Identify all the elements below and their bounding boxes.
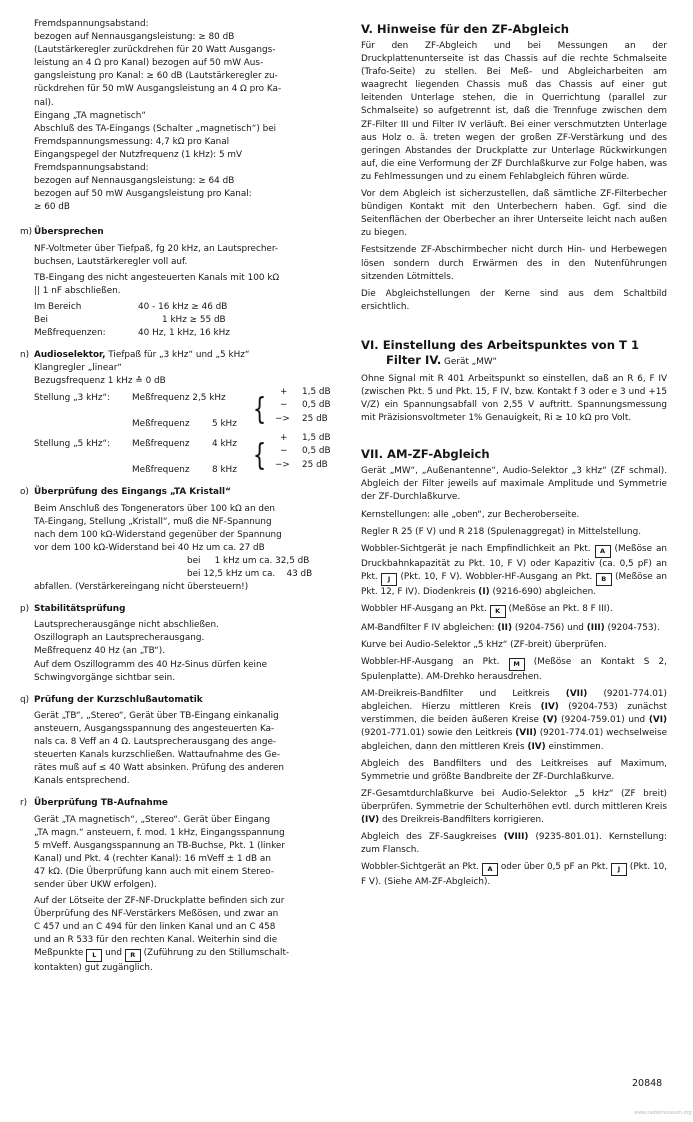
section-title: Stabilitätsprüfung [34,604,126,615]
circuit-id: (VII) [515,728,537,739]
paragraph [361,603,667,618]
paragraph: Ohne Signal mit R 401 Arbeitspunkt so einstellen, daß an R 6, F IV (zwischen Pkt. 5 und Pkt. 15, F IV, bzw. Kontakt f 3 oder e 3 und +15 V/Z) ein Spannungsabfall von 2,55 V auftritt. Spannungsmessung mit Präzisionsvoltmeter 1% Genauigkeit, Ri ≥ 10 kΩ pro Volt. [361,373,667,424]
text-line: nals ca. 8 Veff an 4 Ω. Lautsprecherausgang des ange- [34,737,277,748]
text-line: Gerät „TB“, „Stereo“, Gerät über TB-Eingang einkanalig [34,710,279,721]
section-subheading [361,353,667,370]
right-column [361,22,667,893]
text-part: einstimmen. [548,741,604,752]
section-m [20,226,334,340]
paragraph: Festsitzende ZF-Abschirmbecher nicht durch Hin- und Herbewegen lösen sondern durch Erwärmen des in den Nutenführungen sitzenden Lötmittels. [361,245,667,282]
section-heading: VII. AM-ZF-Abgleich [361,447,490,462]
text-line: vor dem 100 kΩ-Widerstand bei 40 Hz um ca. 27 dB [34,542,265,553]
table-cell: Im Bereich [34,301,82,312]
text-line: Kanal) und Pkt. 4 (rechter Kanal): 16 mVeff ± 1 dB an [34,853,271,864]
test-point-m-icon: M [509,658,525,671]
intro-line: Fremdspannungsmessung: 4,7 kΩ pro Kanal [34,136,230,147]
test-point-b-icon: B [596,573,612,586]
text-line: Lautsprecherausgänge nicht abschließen. [34,620,219,631]
text-part: (Meßöse an Kontakt S 2, Spulenplatte). AM-Drehko herausdrehen. [361,657,667,683]
section-title: Audioselektor, [34,350,106,361]
circuit-id: (IV) [527,741,546,752]
heading-part: Filter IV. [386,352,442,367]
paragraph [361,688,667,753]
table-cell: 1 kHz ≥ 55 dB [162,314,226,325]
text-line: abfallen. (Verstärkereingang nicht übersteuern!) [34,582,249,593]
text-part: (9235-801.01). Kernstellung: zum Flansch. [361,832,667,856]
text-line: sender über UKW erfolgen). [34,879,157,890]
text-line: Kanals entsprechend. [34,776,130,787]
text-line: Auf dem Oszillogramm des 40 Hz-Sinus dürfen keine [34,659,268,670]
test-point-a-icon: A [482,863,498,876]
tolerance-sign: − [280,400,288,411]
tolerance-sign: − [280,446,288,457]
text-part: (Meßöse an Pkt. 8 F III). [508,603,613,614]
text-line: und an R 533 für den rechten Kanal. Weiterhin sind die [34,935,278,946]
text-line: buchsen, Lautstärkeregler voll auf. [34,256,188,267]
tolerance-value: 25 dB [302,460,328,471]
section-title: Übersprechen [34,227,104,238]
section-r [20,797,334,975]
text-line: Beim Anschluß des Tongenerators über 100 kΩ an den [34,503,276,514]
tolerance-value: 0,5 dB [302,400,331,411]
paragraph [361,861,667,889]
intro-line: Abschluß des TA-Eingangs (Schalter „magnetisch“) bei [34,123,277,134]
text-line: „TA magn.“ ansteuern, f. mod. 1 kHz, Eingangsspannung [34,827,285,838]
left-column [20,18,334,976]
text-line: Klangregler „linear“ [34,363,122,374]
curly-brace: { [252,438,267,474]
text-part: (Meßöse an Druckbahnkapazität zu Pkt. 10, F V) oder Kapazitiv (ca. 0,5 pF) an Pkt. [361,543,668,582]
intro-line: bezogen auf Nennausgangsleistung: ≥ 64 dB [34,176,235,187]
intro-line: leistung an 4 Ω pro Kanal) bezogen auf 50 mW Aus- [34,58,264,69]
text-part: oder über 0,5 pF an Pkt. [500,862,609,873]
section-title: Überprüfung TB-Aufnahme [34,798,168,809]
paragraph [361,622,667,635]
section-letter: o) [20,487,29,498]
text-part: ZF-Gesamtdurchlaßkurve bei Audio-Selektor „5 kHz“ (ZF breit) überprüfen. Symmetrie der Schulterhöhen evtl. durch mittleren Kreis [361,788,667,812]
section-letter: p) [20,604,30,615]
text-part: AM-Dreikreis-Bandfilter und Leitkreis [361,689,550,700]
circuit-id: (I) [478,586,490,597]
section-letter: m) [20,227,33,238]
tolerance-value: 25 dB [302,414,328,425]
section-VII [361,447,667,889]
tolerance-sign: −> [275,414,290,425]
circuit-id: (VI) [648,715,668,726]
paragraph [361,656,667,684]
table-cell: Bei [34,314,48,325]
section-p [20,603,334,685]
section-letter: r) [20,798,28,809]
text-part: (9201-771.01) sowie den Leitkreis [361,728,513,739]
paragraph: Kurve bei Audio-Selektor „5 kHz“ (ZF-breit) überprüfen. [361,640,607,650]
text-line: Auf der Lötseite der ZF-NF-Druckplatte befinden sich zur [34,896,285,907]
section-o [20,486,334,594]
text-part: bei [187,555,201,566]
text-line: TB-Eingang des nicht angesteuerten Kanals mit 100 kΩ [34,272,280,283]
text-part: 43 dB [286,569,313,579]
freq-label: Meßfrequenz [132,419,190,430]
text-part: AM-Bandfilter F IV abgleichen: [361,622,495,633]
text-part: (Zuführung zu den Stillumschalt- [143,948,290,959]
section-title-rest: Tiefpaß für „3 kHz“ und „5 kHz“ [105,350,250,361]
circuit-id: (VIII) [503,832,529,843]
freq-value: 4 kHz [212,439,237,450]
test-point-r-icon: R [125,949,141,962]
text-part: Meßpunkte [34,948,84,959]
text-line: Schwingvorgänge sichtbar sein. [34,672,176,683]
text-line: nach dem 100 kΩ-Widerstand gegenüber der Spannung [34,529,282,540]
test-point-k-icon: K [490,605,506,618]
paragraph [361,788,667,827]
text-part: (9204-753). [607,622,660,633]
test-point-a-icon: A [595,545,611,558]
watermark: www.radiomuseum.org [634,1110,692,1116]
circuit-id: (V) [542,715,558,726]
intro-block [34,18,334,214]
freq-label: Meßfrequenz [132,465,190,476]
section-heading: VI. Einstellung des Arbeitspunktes von T 1 [361,337,640,352]
intro-line: Fremdspannungsabstand: [34,19,149,29]
tolerance-sign: + [280,387,288,398]
text-line [34,555,334,568]
circuit-id: (IV) [540,702,559,713]
heading-rest: Gerät „MW“ [441,356,498,367]
text-part: des Dreikreis-Bandfilters korrigieren. [382,815,544,826]
table-row [34,314,230,327]
text-part: Wobbler-HF-Ausgang an Pkt. [361,657,500,668]
table-row [34,327,230,340]
text-line: 5 mVeff. Ausgangsspannung an TB-Buchse, Pkt. 1 (linker [34,840,286,851]
text-line: Meßpunkte L und R (Zuführung zu den Stillumschalt- [34,947,334,962]
table-cell: 40 - 16 kHz ≥ 46 dB [138,301,228,312]
text-line: rätes muß auf ≤ 40 Watt absinken. Prüfung des anderen [34,763,284,774]
text-part: (9204-753) zunächst verstimmen, die beiden äußeren Kreise [361,702,668,726]
paragraph: Regler R 25 (F V) und R 218 (Spulenaggregat) in Mittelstellung. [361,526,642,537]
text-part: 1 kHz um ca. 32,5 dB [214,555,310,566]
intro-line: bezogen auf 50 mW Ausgangsleistung pro Kanal: [34,189,252,200]
text-line: C 457 und an C 494 für den linken Kanal und an C 458 [34,922,276,933]
text-line: Oszillograph an Lautsprecherausgang. [34,633,205,644]
circuit-id: (III) [586,622,605,633]
paragraph: Vor dem Abgleich ist sicherzustellen, daß sämtliche ZF-Filterbecher bündigen Kontakt mit den Unterbechern haben. Ggf. sind die Seitenflächen der Oberbecher an ihrer Unterseite leicht nach außen zu biegen. [361,189,667,239]
text-part: (9204-759.01) und [561,715,646,726]
page-number: 20848 [632,1078,663,1089]
paragraph: Gerät „MW“, „Außenantenne“, Audio-Selektor „3 kHz“ (ZF schmal). Abgleich der Filter jeweils auf maximale Amplitude und Symmetrie der ZF-Durchlaßkurve. [361,466,667,503]
text-line [34,568,334,581]
intro-line: Fremdspannungsabstand: [34,163,149,174]
text-part: Wobbler HF-Ausgang an Pkt. [361,603,487,614]
intro-line: rückdrehen für 50 mW Ausgangsleistung an 4 Ω pro Ka- [34,84,282,95]
section-V [361,22,667,314]
table-cell: Meßfrequenzen: [34,328,106,339]
table-row [34,301,230,314]
freq-label: Meßfrequenz [132,439,190,450]
intro-line: nal). [34,97,54,108]
text-part: (Meßöse an Pkt. 12, F IV). Diodenkreis [361,571,668,597]
tolerance-value: 1,5 dB [302,433,331,444]
test-point-j-icon: J [611,863,627,876]
text-part: Abgleich des ZF-Saugkreises [361,832,497,843]
text-part: (Pkt. 10, F V). Wobbler-HF-Ausgang an Pkt. [400,571,593,582]
section-heading: V. Hinweise für den ZF-Abgleich [361,22,569,36]
tolerance-sign: + [280,433,288,444]
setting-5khz [34,433,334,477]
intro-line: Eingangspegel der Nutzfrequenz (1 kHz): 5 mV [34,149,243,160]
tolerance-value: 0,5 dB [302,446,331,457]
section-letter: n) [20,350,30,361]
text-line: kontakten) gut zugänglich. [34,963,153,974]
intro-line: ≥ 60 dB [34,202,70,213]
crosstalk-table [34,301,230,340]
paragraph [361,543,667,599]
tolerance-value: 1,5 dB [302,387,331,398]
text-line: steuerten Kanals kurzschließen. Wattaufnahme des Ge- [34,750,281,761]
text-part: bei 12,5 kHz um ca. [187,569,276,579]
tolerance-sign: −> [275,460,290,471]
text-line: NF-Voltmeter über Tiefpaß, fg 20 kHz, an Lautsprecher- [34,243,279,254]
intro-line: gangsleistung pro Kanal: ≥ 60 dB (Lautstärkeregler zu- [34,71,278,82]
section-VI [361,338,667,425]
circuit-id: (VII) [565,689,588,700]
text-part: Wobbler-Sichtgerät je nach Empfindlichkeit an Pkt. [361,543,591,554]
paragraph: Kernstellungen: alle „oben“, zur Becheroberseite. [361,509,580,520]
paragraph: Die Abgleichstellungen der Kerne sind aus dem Schaltbild ersichtlich. [361,288,667,312]
text-part: Wobbler-Sichtgerät an Pkt. [361,862,480,873]
intro-line: bezogen auf Nennausgangsleistung: ≥ 80 dB [34,32,235,43]
circuit-id: (II) [497,622,512,633]
test-point-l-icon: L [86,949,102,962]
paragraph: Abgleich des Bandfilters und des Leitkreises auf Maximum, Symmetrie und größte Bandbreite der ZF-Durchlaßkurve. [361,758,667,782]
section-letter: q) [20,694,30,705]
intro-line: Eingang „TA magnetisch“ [34,110,146,121]
text-line: Gerät „TA magnetisch“, „Stereo“. Gerät über Eingang [34,814,271,825]
freq-value: 5 kHz [212,419,237,430]
text-part: (Pkt. 10, F V). (Siehe AM-ZF-Abgleich). [361,862,668,888]
text-line: || 1 nF abschließen. [34,285,121,296]
text-part: (9201-774.01) wechselweise abgleichen, dann den mittleren Kreis [361,728,668,752]
table-cell: 40 Hz, 1 kHz, 16 kHz [138,328,230,339]
setting-3khz [34,387,334,431]
freq-label: Meßfrequenz 2,5 kHz [132,393,226,404]
text-part: (9204-756) und [514,622,584,633]
paragraph: Für den ZF-Abgleich und bei Messungen an der Druckplattenunterseite ist das Chassis auf die rechte Schmalseite (Trafo-Seite) zu stellen. Bei Meß- und Abgleicharbeiten am waagrecht liegenden Chassis muß das Chassis auf einer gut leitenden Unterlage stehen, die in Querrichtung (parallel zur Schmalseite) so aufgetrennt ist, daß die Trennfuge zwischen dem ZF-Filter III und Filter IV verläuft. Bei einer verschmutzten Unterlage aus Holz o. ä. treten wegen der großen ZF-Verstärkung und des geringen Abstandes der Druckplatte zur Unterlage Rückwirkungen auf, die eine Verformung der ZF Durchlaßkurve zur Folge haben, was zu Fehlmessungen und zu einem Fehlabgleich führen würde. [361,41,667,182]
text-line: Überprüfung des NF-Verstärkers Meßösen, und zwar an [34,909,279,920]
section-title: Prüfung der Kurzschlußautomatik [34,694,203,705]
test-point-j-icon: J [381,573,397,586]
section-title: Überprüfung des Eingangs „TA Kristall“ [34,487,231,498]
text-line: 47 kΩ. (Die Überprüfung kann auch mit einem Stereo- [34,866,274,877]
text-part: (9201-774.01) abgleichen. Hierzu mittleren Kreis [361,689,668,713]
text-line: Meßfrequenz 40 Hz (an „TB“). [34,646,166,657]
setting-label: Stellung „3 kHz“: [34,393,111,404]
text-line: ansteuern, Ausgangsspannung des angesteuerten Ka- [34,723,275,734]
text-part: (9216-690) abgleichen. [492,586,597,597]
setting-label: Stellung „5 kHz“: [34,439,111,450]
text-line: TA-Eingang, Stellung „Kristall“, muß die NF-Spannung [34,516,272,527]
curly-brace: { [252,392,267,428]
section-n [20,349,334,477]
freq-value: 8 kHz [212,465,237,476]
intro-line: (Lautstärkeregler zurückdrehen für 20 Watt Ausgangs- [34,45,276,56]
circuit-id: (IV) [361,815,380,826]
text-line: Bezugsfrequenz 1 kHz ≙ 0 dB [34,376,166,387]
section-q [20,694,334,789]
paragraph [361,831,667,857]
